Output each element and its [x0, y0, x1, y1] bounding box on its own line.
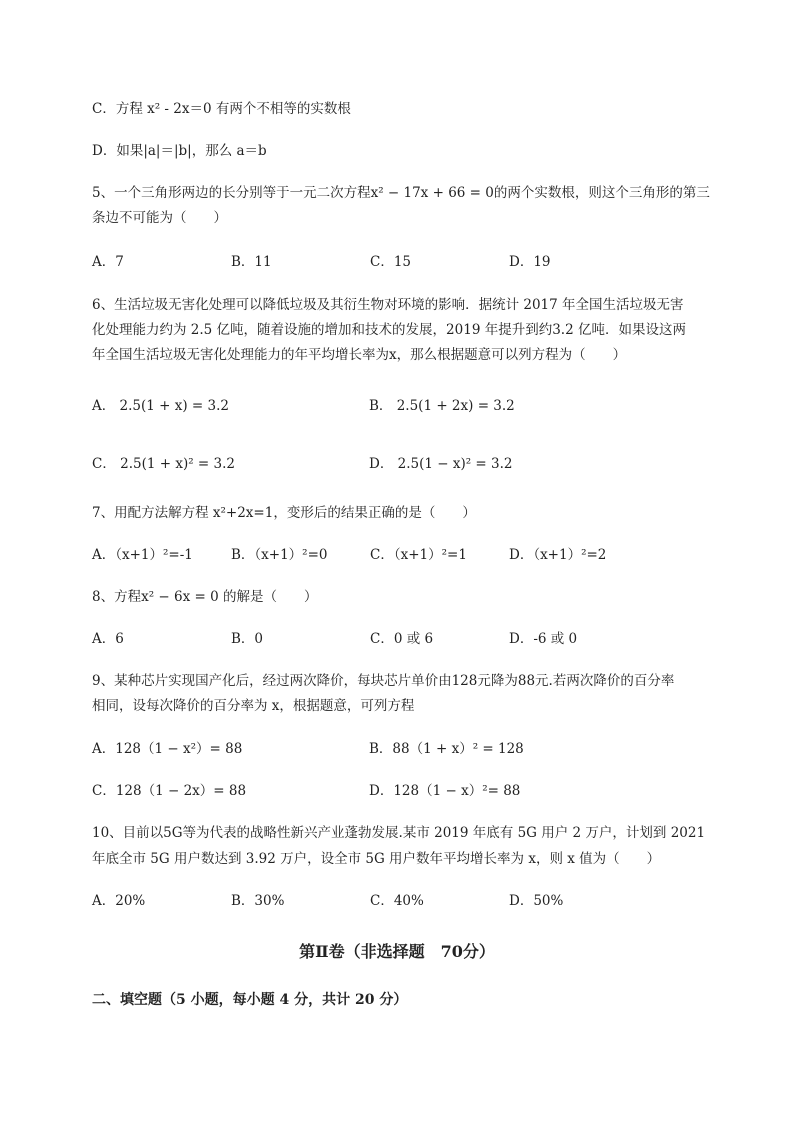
option-c-previous-question: C．方程 x² - 2x＝0 有两个不相等的实数根 — [92, 101, 351, 117]
q5-option-b: B．11 — [231, 254, 272, 270]
q7-option-a: A．（x+1）²=-1 — [92, 547, 193, 563]
q6-option-d: D． 2.5(1 − x)² = 3.2 — [369, 456, 513, 472]
q9-option-b: B．88（1 + x）² = 128 — [369, 741, 524, 757]
option-d-previous-question: D．如果|a|＝|b|，那么 a＝b — [92, 143, 267, 159]
q8-option-b: B．0 — [231, 631, 264, 647]
q10-option-b: B．30% — [231, 893, 285, 909]
q9-option-a: A．128（1 − x²）= 88 — [92, 741, 243, 757]
q8-option-d: D．-6 或 0 — [509, 631, 578, 647]
q9-option-d: D．128（1 − x）²= 88 — [369, 783, 521, 799]
q7-option-d: D．（x+1）²=2 — [509, 547, 607, 563]
q8-option-c: C．0 或 6 — [370, 631, 434, 647]
question-6-line-2: 化处理能力约为 2.5 亿吨，随着设施的增加和技术的发展，2019 年提升到约3.2 亿吨．如果设这两 — [92, 322, 686, 338]
question-5-line-2: 条边不可能为（ ） — [92, 210, 227, 226]
q10-option-d: D．50% — [509, 893, 564, 909]
q8-option-a: A．6 — [92, 631, 124, 647]
question-9-line-2: 相同，设每次降价的百分率为 x，根据题意，可列方程 — [92, 698, 415, 714]
q6-option-a: A． 2.5(1 + x) = 3.2 — [92, 398, 230, 414]
q9-option-c: C．128（1 − 2x）= 88 — [92, 783, 247, 799]
q5-option-a: A．7 — [92, 254, 124, 270]
q6-option-b: B． 2.5(1 + 2x) = 3.2 — [369, 398, 515, 414]
subsection-title: 二、填空题（5 小题，每小题 4 分，共计 20 分） — [92, 992, 408, 1008]
q5-option-c: C．15 — [370, 254, 412, 270]
section-title: 第Ⅱ卷（非选择题 70分） — [299, 942, 495, 961]
question-6-line-3: 年全国生活垃圾无害化处理能力的年平均增长率为x，那么根据题意可以列方程为（ ） — [92, 347, 627, 363]
question-6-line-1: 6、生活垃圾无害化处理可以降低垃圾及其衍生物对环境的影响．据统计 2017 年全国生活垃圾无害 — [92, 297, 684, 313]
q10-option-a: A．20% — [92, 893, 146, 909]
question-10-line-1: 10、目前以5G等为代表的战略性新兴产业蓬勃发展.某市 2019 年底有 5G 用户 2 万户，计划到 2021 — [92, 825, 706, 841]
q7-option-c: C．（x+1）²=1 — [370, 547, 467, 563]
question-9-line-1: 9、某种芯片实现国产化后，经过两次降价，每块芯片单价由128元降为88元.若两次降价的百分率 — [92, 673, 675, 689]
q10-option-c: C．40% — [370, 893, 424, 909]
q5-option-d: D．19 — [509, 254, 551, 270]
question-7: 7、用配方法解方程 x²+2x=1，变形后的结果正确的是（ ） — [92, 505, 476, 521]
question-8: 8、方程x² − 6x = 0 的解是（ ） — [92, 589, 318, 605]
q7-option-b: B．（x+1）²=0 — [231, 547, 328, 563]
question-10-line-2: 年底全市 5G 用户数达到 3.92 万户，设全市 5G 用户数年平均增长率为 x，则 x 值为（ ） — [92, 851, 661, 867]
q6-option-c: C． 2.5(1 + x)² = 3.2 — [92, 456, 235, 472]
question-5-line-1: 5、一个三角形两边的长分别等于一元二次方程x² − 17x + 66 = 0的两个实数根，则这个三角形的第三 — [92, 185, 710, 201]
